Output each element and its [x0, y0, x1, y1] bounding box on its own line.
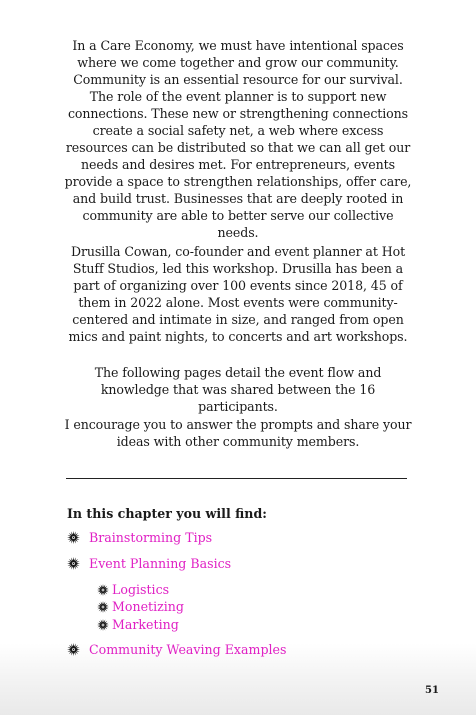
workshop-lead-paragraph: Drusilla Cowan, co-founder and event planner at Hot Stuff Studios, led this workshop. Drusilla has been a part of organizing over 100 events since 2018, 45 of them in 2022 alone. Most events were community-centered and intimate in size, and ranged from open mics and paint nights, to concerts and art workshops. [68, 244, 408, 344]
section-divider [66, 478, 407, 479]
toc-link-label[interactable]: Logistics [112, 582, 170, 597]
toc-item-logistics[interactable] [97, 581, 169, 598]
toc-item-event-planning-basics[interactable] [67, 555, 231, 572]
page-number: 51 [425, 685, 439, 696]
sunburst-bullet-icon [97, 601, 109, 613]
sunburst-bullet-icon [97, 584, 109, 596]
toc-item-monetizing[interactable] [97, 598, 184, 615]
sunburst-bullet-icon [67, 557, 80, 570]
toc-link-label[interactable]: Community Weaving Examples [89, 642, 287, 657]
toc-item-marketing[interactable] [97, 616, 179, 633]
encouragement-paragraph: I encourage you to answer the prompts and share your ideas with other community members. [64, 417, 412, 449]
sunburst-bullet-icon [97, 619, 109, 631]
toc-item-brainstorming-tips[interactable] [67, 529, 212, 546]
toc-heading: In this chapter you will find: [67, 506, 267, 521]
toc-link-label[interactable]: Event Planning Basics [89, 556, 232, 571]
toc-link-label[interactable]: Brainstorming Tips [89, 530, 213, 545]
event-flow-paragraph: The following pages detail the event flow and knowledge that was shared between the 16 participants. [94, 365, 382, 414]
sunburst-bullet-icon [67, 643, 80, 656]
toc-link-label[interactable]: Monetizing [112, 599, 184, 614]
toc-link-label[interactable]: Marketing [112, 617, 179, 632]
sunburst-bullet-icon [67, 531, 80, 544]
toc-item-community-weaving-examples[interactable] [67, 641, 286, 658]
intro-paragraph: In a Care Economy, we must have intentional spaces where we come together and grow our community. Community is an essential resource for our survival. The role of the event planner is to support new connections. These new or strengthening connections create a social safety net, a web where excess resources can be distributed so that we can all get our needs and desires met. For entrepreneurs, events provide a space to strengthen relationships, offer care, and build trust. Businesses that are deeply rooted in community are able to better serve our collective needs. [64, 38, 412, 240]
